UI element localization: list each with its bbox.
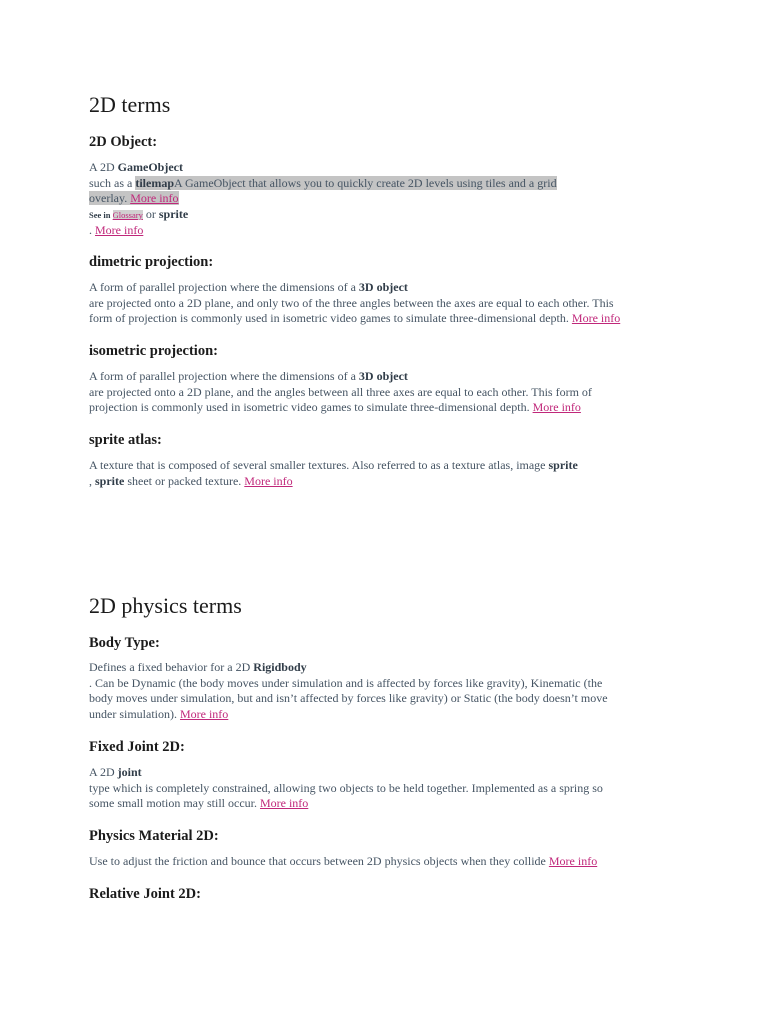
- section-title-2d-terms: 2D terms: [89, 92, 171, 117]
- bold-term: joint: [117, 765, 142, 779]
- section-title-2d-physics-terms: 2D physics terms: [89, 593, 242, 618]
- definition-line: [89, 796, 689, 812]
- term-isometric-projection: isometric projection:: [89, 343, 218, 359]
- definition-line: . Can be Dynamic (the body moves under simulation and is affected by forces like gravity), Kinematic (the: [89, 675, 603, 690]
- text: ,: [89, 473, 95, 488]
- more-info-link[interactable]: More info: [130, 191, 179, 206]
- definition-dimetric-projection: [89, 280, 689, 327]
- definition-line: [89, 191, 689, 207]
- definition-line: [89, 474, 689, 490]
- text: projection is commonly used in isometric video games to simulate three-dimensional depth.: [89, 400, 533, 415]
- definition-line: [89, 280, 689, 296]
- text: A form of parallel projection where the dimensions of a: [89, 280, 359, 294]
- definition-line: type which is completely constrained, allowing two objects to be held together. Implemented as a spring so: [89, 780, 603, 795]
- definition-sprite-atlas: [89, 458, 689, 489]
- definition-line: [89, 458, 689, 474]
- definition-line: [89, 854, 689, 870]
- definition-line: [89, 176, 689, 192]
- bold-term: GameObject: [117, 160, 183, 174]
- bold-term: Rigidbody: [253, 660, 307, 674]
- definition-line: [89, 369, 689, 385]
- tooltip-text: A GameObject that allows you to quickly create 2D levels using tiles and a grid: [174, 175, 557, 190]
- definition-line: [89, 765, 689, 781]
- term-sprite-atlas: sprite atlas:: [89, 432, 162, 448]
- tooltip-text: overlay.: [89, 191, 131, 206]
- more-info-link[interactable]: More info: [548, 854, 598, 868]
- definition-line: are projected onto a 2D plane, and only two of the three angles between the axes are equal to each other. This: [89, 295, 614, 310]
- term-fixed-joint-2d: Fixed Joint 2D:: [89, 739, 185, 755]
- text: form of projection is commonly used in isometric video games to simulate three-dimensional depth.: [89, 311, 572, 326]
- definition-line: [89, 160, 689, 176]
- definition-line: [89, 223, 689, 239]
- definition-line: [89, 400, 689, 416]
- definition-body-type: [89, 660, 689, 722]
- bold-term: 3D object: [358, 369, 408, 383]
- tooltip-term-tilemap[interactable]: tilemap: [135, 175, 174, 190]
- see-in-label: See in: [89, 209, 113, 220]
- text: .: [89, 223, 95, 238]
- definition-line: [89, 707, 689, 723]
- bold-term: sprite: [95, 473, 125, 488]
- text: A 2D: [89, 160, 118, 174]
- more-info-link[interactable]: More info: [571, 311, 621, 326]
- definition-2d-object: [89, 160, 689, 239]
- definition-line: body moves under simulation, but and isn’t affected by forces like gravity) or Static (the body doesn’t move: [89, 691, 608, 706]
- text: or: [142, 206, 159, 221]
- text: A texture that is composed of several smaller textures. Also referred to as a texture atlas, image: [89, 458, 549, 472]
- more-info-link[interactable]: More info: [259, 796, 309, 811]
- text: under simulation).: [89, 706, 180, 721]
- term-relative-joint-2d: Relative Joint 2D:: [89, 886, 201, 902]
- bold-term: sprite: [548, 458, 578, 472]
- term-2d-object: 2D Object:: [89, 134, 158, 150]
- term-body-type: Body Type:: [89, 635, 160, 651]
- more-info-link[interactable]: More info: [532, 400, 581, 415]
- more-info-link[interactable]: More info: [95, 223, 144, 238]
- term-physics-material-2d: Physics Material 2D:: [89, 828, 219, 844]
- definition-line: [89, 207, 689, 224]
- bold-term: sprite: [158, 206, 189, 221]
- text: such as a: [89, 175, 136, 190]
- definition-physics-material-2d: [89, 854, 689, 870]
- term-dimetric-projection: dimetric projection:: [89, 254, 214, 270]
- definition-line: [89, 311, 689, 327]
- bold-term: 3D object: [358, 280, 408, 294]
- glossary-link[interactable]: Glossary: [112, 209, 143, 220]
- more-info-link[interactable]: More info: [244, 473, 293, 488]
- text: Use to adjust the friction and bounce that occurs between 2D physics objects when they collide: [89, 854, 549, 868]
- definition-line: [89, 660, 689, 676]
- more-info-link[interactable]: More info: [179, 706, 229, 721]
- text: A 2D: [89, 765, 118, 779]
- definition-line: are projected onto a 2D plane, and the angles between all three axes are equal to each other. This form of: [89, 384, 592, 399]
- text: some small motion may still occur.: [89, 796, 260, 811]
- definition-isometric-projection: [89, 369, 689, 416]
- text: sheet or packed texture.: [124, 473, 245, 488]
- definition-fixed-joint-2d: [89, 765, 689, 812]
- text: A form of parallel projection where the dimensions of a: [89, 369, 359, 383]
- text: Defines a fixed behavior for a 2D: [89, 660, 254, 674]
